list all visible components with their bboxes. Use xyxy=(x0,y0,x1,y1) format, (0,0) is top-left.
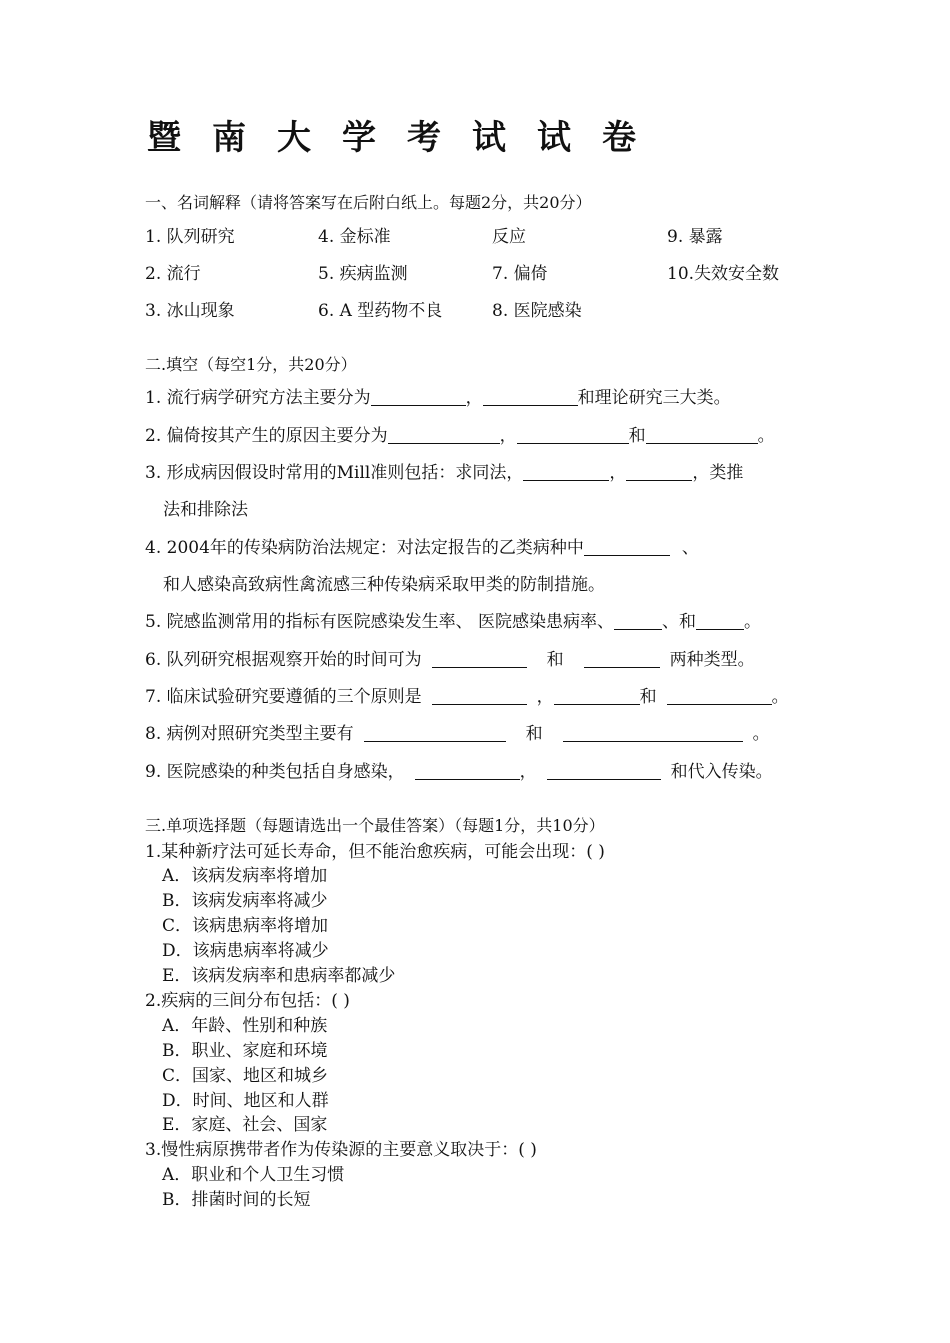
fill-question-5 xyxy=(145,607,761,632)
answer-blank[interactable] xyxy=(364,723,506,742)
question-text: 和 xyxy=(546,650,564,670)
section1-heading: 一、名词解释（请将答案写在后附白纸上。每题2分，共20分） xyxy=(145,193,592,212)
answer-blank[interactable] xyxy=(563,723,743,742)
answer-blank[interactable] xyxy=(432,649,527,668)
choice-option[interactable]: D．时间、地区和人群 xyxy=(162,1091,329,1111)
fill-question-4-cont: 和人感染高致病性禽流感三种传染病采取甲类的防制措施。 xyxy=(163,575,605,595)
question-text: ， xyxy=(536,687,554,707)
choice-question-stem: 3.慢性病原携带者作为传染源的主要意义取决于：( ) xyxy=(145,1140,537,1160)
question-text: 8. 病例对照研究类型主要有 xyxy=(145,724,354,744)
answer-blank[interactable] xyxy=(483,387,578,406)
term-item: 9. 暴露 xyxy=(667,227,723,247)
term-item: 反应 xyxy=(492,227,526,247)
fill-question-9 xyxy=(145,757,773,782)
question-text: 两种类型。 xyxy=(669,650,755,670)
choice-option[interactable]: D．该病患病率将减少 xyxy=(162,941,329,961)
answer-blank[interactable] xyxy=(584,537,670,556)
question-text: 。 xyxy=(752,724,770,744)
answer-blank[interactable] xyxy=(371,387,466,406)
question-text: 、和 xyxy=(662,612,697,632)
answer-blank[interactable] xyxy=(584,649,660,668)
choice-option[interactable]: C．该病患病率将增加 xyxy=(162,916,329,936)
choice-option[interactable]: C．国家、地区和城乡 xyxy=(162,1066,329,1086)
question-text: 和 xyxy=(525,724,543,744)
term-item: 4. 金标准 xyxy=(318,227,391,247)
answer-blank[interactable] xyxy=(517,425,629,444)
question-text: ， xyxy=(465,388,483,408)
fill-question-1 xyxy=(145,383,731,408)
choice-option[interactable]: A．该病发病率将增加 xyxy=(162,866,328,886)
fill-question-7 xyxy=(145,682,789,707)
question-text: 。 xyxy=(757,426,775,446)
answer-blank[interactable] xyxy=(614,611,662,630)
section2-heading: 二.填空（每空1分，共20分） xyxy=(145,355,357,374)
question-text: 和 xyxy=(628,426,646,446)
question-text: 5. 院感监测常用的指标有医院感染发生率、 医院感染患病率、 xyxy=(145,612,615,632)
fill-question-3 xyxy=(145,458,743,483)
answer-blank[interactable] xyxy=(432,686,527,705)
question-text: ，类推 xyxy=(692,463,744,483)
question-text: 和理论研究三大类。 xyxy=(577,388,731,408)
choice-question-stem: 1.某种新疗法可延长寿命，但不能治愈疾病，可能会出现：( ) xyxy=(145,842,605,862)
fill-question-4 xyxy=(145,533,699,558)
term-item: 10.失效安全数 xyxy=(667,264,780,284)
question-text: 和代入传染。 xyxy=(670,762,773,782)
answer-blank[interactable] xyxy=(554,686,640,705)
question-text: 和 xyxy=(639,687,657,707)
choice-option[interactable]: A．年龄、性别和种族 xyxy=(162,1016,328,1036)
term-item: 7. 偏倚 xyxy=(492,264,548,284)
fill-question-3-cont: 法和排除法 xyxy=(163,500,248,520)
answer-blank[interactable] xyxy=(626,462,692,481)
question-text: 4. 2004年的传染病防治法规定：对法定报告的乙类病种中 xyxy=(145,538,584,558)
question-text: 、 xyxy=(681,538,699,558)
question-text: 。 xyxy=(744,612,762,632)
choice-option[interactable]: B．该病发病率将减少 xyxy=(162,891,328,911)
question-text: 3. 形成病因假设时常用的Mill准则包括：求同法， xyxy=(145,463,524,483)
question-text: 1. 流行病学研究方法主要分为 xyxy=(145,388,371,408)
choice-option[interactable]: E．该病发病率和患病率都减少 xyxy=(162,966,396,986)
fill-question-2 xyxy=(145,421,775,446)
choice-option[interactable]: B．排菌时间的长短 xyxy=(162,1190,311,1210)
choice-question-stem: 2.疾病的三间分布包括：( ) xyxy=(145,991,350,1011)
term-item: 3. 冰山现象 xyxy=(145,301,235,321)
term-item: 8. 医院感染 xyxy=(492,301,582,321)
question-text: ， xyxy=(609,463,627,483)
answer-blank[interactable] xyxy=(646,425,758,444)
question-text: 9. 医院感染的种类包括自身感染， xyxy=(145,762,405,782)
question-text: 7. 临床试验研究要遵循的三个原则是 xyxy=(145,687,422,707)
answer-blank[interactable] xyxy=(523,462,609,481)
fill-question-8 xyxy=(145,719,770,744)
answer-blank[interactable] xyxy=(696,611,744,630)
choice-option[interactable]: A．职业和个人卫生习惯 xyxy=(162,1165,345,1185)
answer-blank[interactable] xyxy=(667,686,772,705)
section3-heading: 三.单项选择题（每题请选出一个最佳答案）（每题1分，共10分） xyxy=(145,816,605,835)
choice-option[interactable]: B．职业、家庭和环境 xyxy=(162,1041,328,1061)
question-text: 2. 偏倚按其产生的原因主要分为 xyxy=(145,426,388,446)
question-text: 6. 队列研究根据观察开始的时间可为 xyxy=(145,650,422,670)
exam-title: 暨南大学考试试卷 xyxy=(147,118,667,158)
question-text: ， xyxy=(519,762,537,782)
question-text: 。 xyxy=(771,687,789,707)
term-item: 6. A 型药物不良 xyxy=(318,301,443,321)
term-item: 5. 疾病监测 xyxy=(318,264,408,284)
answer-blank[interactable] xyxy=(388,425,500,444)
answer-blank[interactable] xyxy=(547,761,661,780)
term-item: 1. 队列研究 xyxy=(145,227,235,247)
term-item: 2. 流行 xyxy=(145,264,201,284)
answer-blank[interactable] xyxy=(415,761,520,780)
fill-question-6 xyxy=(145,645,755,670)
question-text: ， xyxy=(499,426,517,446)
choice-option[interactable]: E．家庭、社会、国家 xyxy=(162,1115,328,1135)
